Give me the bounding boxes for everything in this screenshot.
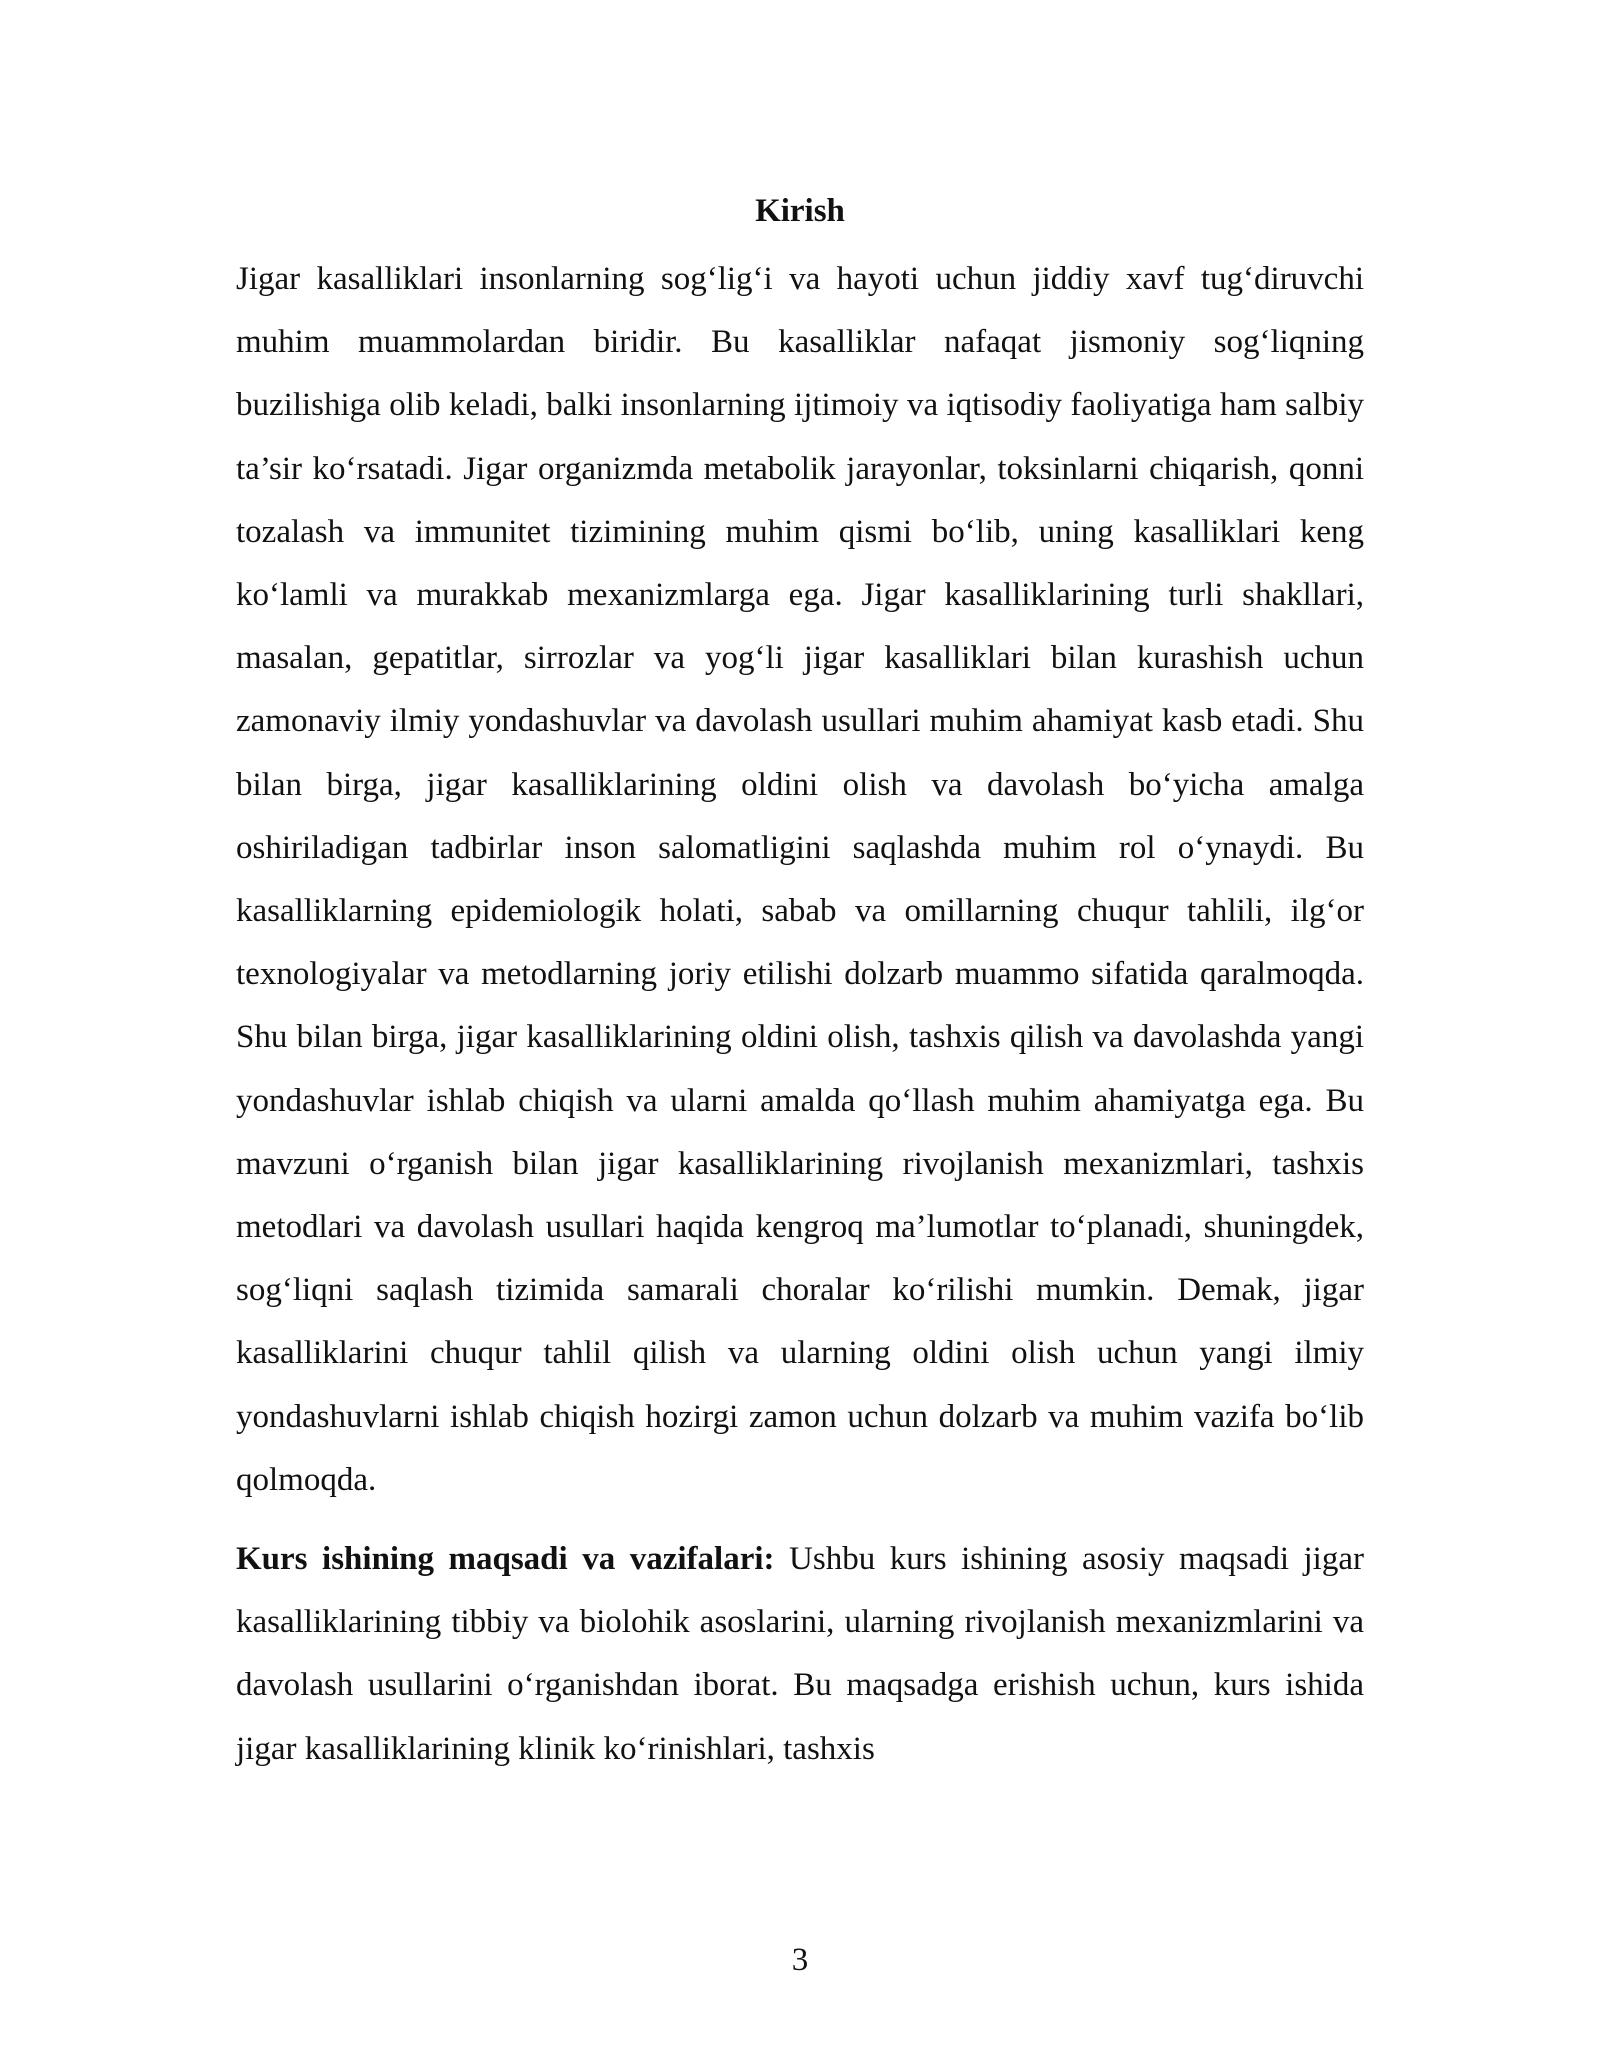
introduction-paragraph: Jigar kasalliklari insonlarning sog‘lig‘i va hayoti uchun jiddiy xavf tug‘diruvchi muhim muammolardan biridir. Bu kasalliklar nafaqat jismoniy sog‘liqning buzilishiga olib keladi, balki insonlarning ijtimoiy va iqtisodiy faoliyatiga ham salbiy ta’sir ko‘rsatadi. Jigar organizmda metabolik jarayonlar, toksinlarni chiqarish, qonni tozalash va immunitet tizimining muhim qismi bo‘lib, uning kasalliklari keng ko‘lamli va murakkab mexanizmlarga ega. Jigar kasalliklarining turli shakllari, masalan, gepatitlar, sirrozlar va yog‘li jigar kasalliklari bilan kurashish uchun zamonaviy ilmiy yondashuvlar va davolash usullari muhim ahamiyat kasb etadi. Shu bilan birga, jigar kasalliklarining oldini olish va davolash bo‘yicha amalga oshiriladigan tadbirlar inson salomatligini saqlashda muhim rol o‘ynaydi. Bu kasalliklarning epidemiologik holati, sabab va omillarning chuqur tahlili, ilg‘or texnologiyalar va metodlarning joriy etilishi dolzarb muammo sifatida qaralmoqda. Shu bilan birga, jigar kasalliklarining oldini olish, tashxis qilish va davolashda yangi yondashuvlar ishlab chiqish va ularni amalda qo‘llash muhim ahamiyatga ega. Bu mavzuni o‘rganish bilan jigar kasalliklarining rivojlanish mexanizmlari, tashxis metodlari va davolash usullari haqida kengroq ma’lumotlar to‘planadi, shuningdek, sog‘liqni saqlash tizimida samarali choralar ko‘rilishi mumkin. Demak, jigar kasalliklarini chuqur tahlil qilish va ularning oldini olish uchun yangi ilmiy yondashuvlarni ishlab chiqish hozirgi zamon uchun dolzarb va muhim vazifa bo‘lib qolmoqda. (236, 261, 1364, 1498)
objectives-paragraph (236, 1528, 1364, 1781)
objectives-lead: Kurs ishining maqsadi va vazifalari: (236, 1541, 775, 1578)
page-number: 3 (791, 1942, 809, 1978)
objectives-body: Ushbu kurs ishining asosiy maqsadi jigar kasalliklarining tibbiy va biolohik asoslarini, ularning rivojlanish mexanizmlarini va davolash usullarini o‘rganishdan iborat. Bu maqsadga erishish uchun, kurs ishida jigar kasalliklarining klinik ko‘rinishlari, tashxis (236, 1541, 1364, 1767)
page-content (236, 186, 1364, 1781)
section-heading: Kirish (755, 193, 845, 229)
